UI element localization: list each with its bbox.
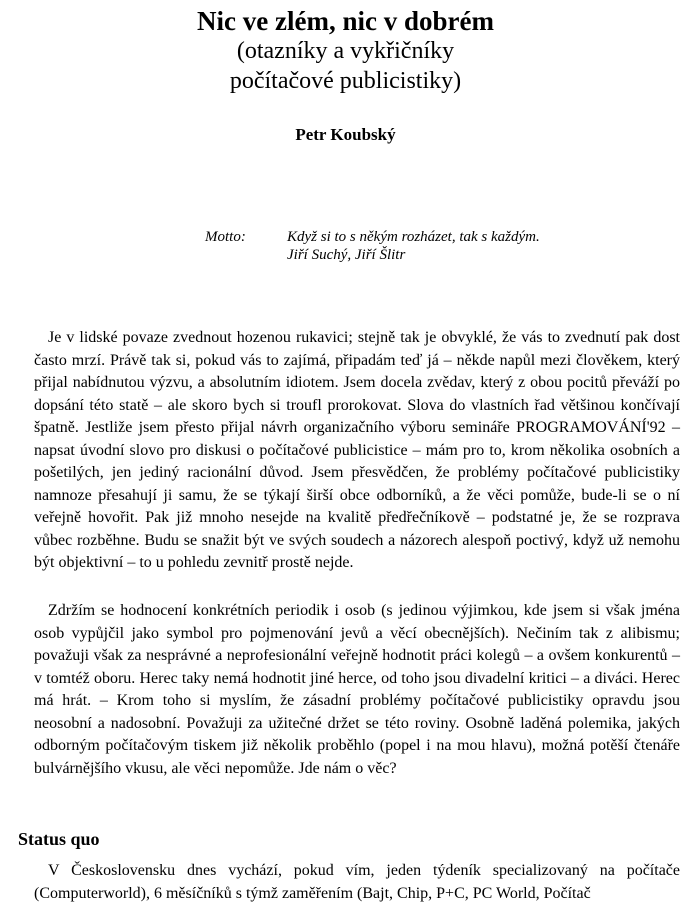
motto-label: Motto: [205, 229, 246, 245]
author-name: Petr Koubský [295, 125, 396, 144]
motto-attribution: Jiří Suchý, Jiří Šlitr [287, 247, 406, 263]
section-paragraph: V Československu dnes vychází, pokud vím, jeden týdeník specializovaný na počítače (Computerworld), 6 měsíčníků s týmž zaměřením (Bajt, Chip, P+C, PC World, Počítač [34, 862, 680, 902]
document-title: Nic ve zlém, nic v dobrém [197, 6, 494, 36]
motto-quote: Když si to s někým rozházet, tak s každým. [287, 229, 540, 245]
title-block [0, 6, 691, 96]
section-heading: Status quo [18, 829, 100, 849]
paragraph-2: Zdržím se hodnocení konkrétních periodik i osob (s jedinou výjimkou, kde jsem si však jména osob vypůjčil jako symbol pro pojmenování jevů a věcí obecnějších). Nečiním tak z alibismu; považuji však za nesprávné a neprofesionální veřejně hodnotit práci kolegů – a ovšem konkurentů – v tomtéž oboru. Herec taky nemá hodnotit jiné herce, od toho jsou divadelní kritici – a diváci. Herec má hrát. – Krom toho si myslím, že zásadní problémy počítačové publicistiky opravdu jsou neosobní a nadosobní. Považuji za užitečné držet se této roviny. Osobně laděná polemika, jakých odborným počítačovým tiskem již několik proběhlo (popel i na mou hlavu), možná potěší čtenáře bulvárnějšího vkusu, ale věci nepomůže. Jde nám o věc? [34, 602, 680, 777]
document-subtitle-line2: počítačové publicistiky) [229, 68, 462, 94]
document-subtitle-line1: (otazníky a vykřičníky [236, 38, 455, 64]
paragraph-1: Je v lidské povaze zvednout hozenou rukavici; stejně tak je obvyklé, že vás to zvednutí pak dost často mrzí. Právě tak si, pokud vás to zajímá, připadám teď já – někde napůl mezi člověkem, který přijal nabídnutou výzvu, a absolutním idiotem. Jsem docela zvědav, který z obou pocitů převáží po dopsání této statě – ale skoro bych si troufl prorokovat. Slova do vlastních řad většinou končívají špatně. Jestliže jsem přesto přijal návrh organizačního výboru semináře PROGRAMOVÁNÍ'92 – napsat úvodní slovo pro diskusi o počítačové publicistice – mám pro to, krom několika osobních a pošetilých, jen jediný racionální důvod. Jsem přesvědčen, že problémy počítačové publicistiky namnoze přesahují ji samu, že se týkají širší obce odborníků, a že věci pomůže, bude-li se o ní veřejně hovořit. Pak již mnoho nesejde na kvalitě předřečníkově – podstatné je, že se rozprava vůbec rozběhne. Budu se snažit být ve svých soudech a názorech alespoň poctivý, když už nemohu být objektivní – to u pohledu zevnitř prostě nejde. [34, 329, 680, 571]
